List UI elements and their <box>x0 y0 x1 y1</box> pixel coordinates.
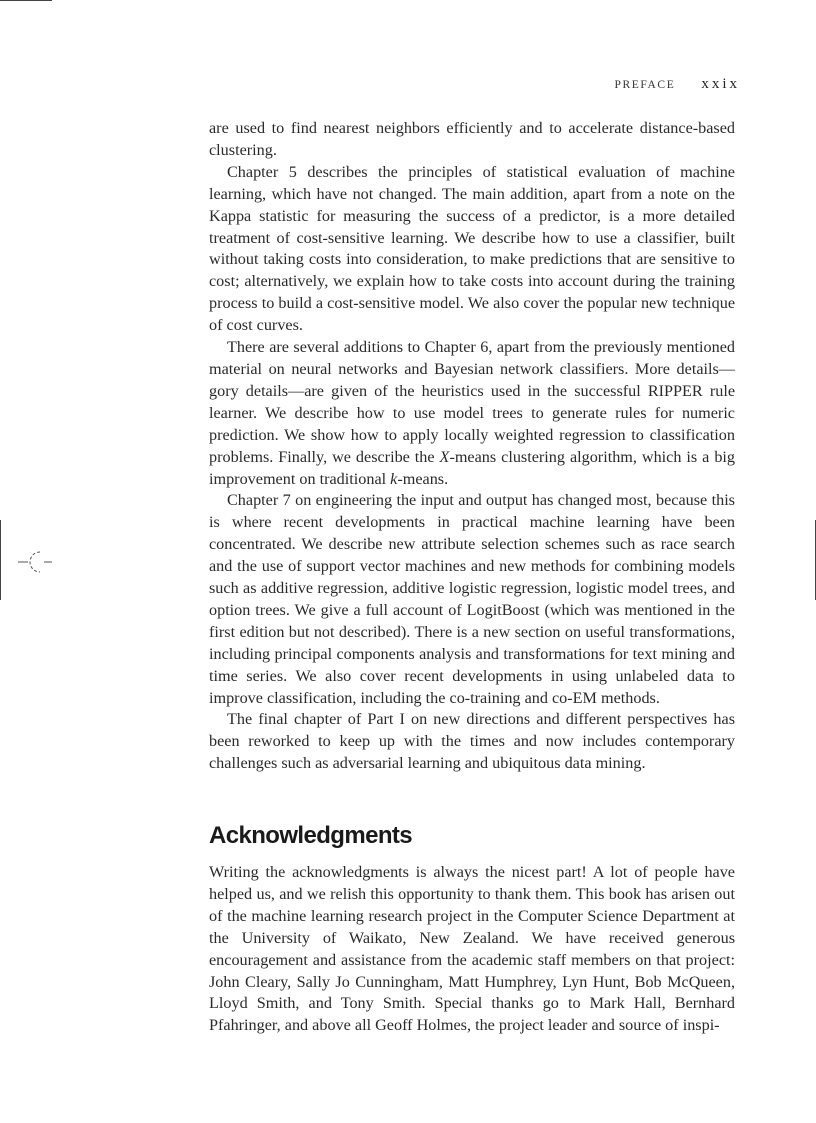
paragraph-continued: are used to find nearest neighbors efficiently and to accelerate distance-based clustering. <box>209 119 735 159</box>
crop-line-left <box>0 520 1 600</box>
crop-line-top <box>0 0 52 1</box>
paragraph-acknowledgments: Writing the acknowledgments is always the nicest part! A lot of people have helped us, and we relish this opportunity to thank them. This book has arisen out of the machine learning research project in the Computer Science Department at the University of Waikato, New Zealand. We have received generous encouragement and assistance from the academic staff members on that project: John Cleary, Sally Jo Cunningham, Matt Humphrey, Lyn Hunt, Bob McQueen, Lloyd Smith, and Tony Smith. Special thanks go to Mark Hall, Bernhard Pfahringer, and above all Geoff Holmes, the project leader and source of inspi- <box>209 863 735 1035</box>
paragraph-final-chapter: The final chapter of Part I on new directions and different perspectives has been reworked to keep up with the times and now includes contemporary challenges such as adversarial learning and ubiquitous data mining. <box>209 710 735 773</box>
paragraph-chapter-6-text-b: -means clustering algorithm, which is a big improvement on traditional <box>209 447 735 488</box>
paragraph-chapter-6-text-a: There are several additions to Chapter 6, apart from the previously mentioned material on neural networks and Bayesian network classifiers. More details—gory details—are given of the heuristics used in the successful RIPPER rule learner. We describe how to use model trees to generate rules for numeric prediction. We show how to apply locally weighted regression to classification problems. Finally, we describe the <box>209 338 735 466</box>
running-head-section: PREFACE <box>614 79 676 91</box>
acknowledgments-text <box>209 862 735 1037</box>
x-means-italic: X <box>439 447 450 466</box>
paragraph-chapter-6-text-c: -means. <box>397 469 449 488</box>
paragraph-chapter-7: Chapter 7 on engineering the input and output has changed most, because this is where recent developments in practical machine learning have been concentrated. We describe new attribute selection schemes such as race search and the use of support vector machines and new methods for combining models such as additive regression, additive logistic regression, logistic model trees, and option trees. We give a full account of LogitBoost (which was mentioned in the first edition but not described). There is a new section on useful transformations, including principal components analysis and transformations for text mining and time series. We also cover recent developments in using unlabeled data to improve classification, including the co-training and co-EM methods. <box>209 491 735 707</box>
paragraph-chapter-6 <box>209 337 735 490</box>
running-head <box>560 76 740 96</box>
page-number: xxix <box>701 76 740 92</box>
registration-mark-icon <box>16 548 56 578</box>
k-means-italic: k <box>390 469 398 488</box>
paragraph-chapter-5: Chapter 5 describes the principles of statistical evaluation of machine learning, which have not changed. The main addition, apart from a note on the Kappa statistic for measuring the success of a predictor, is a more detailed treatment of cost-sensitive learning. We describe how to use a classifier, built without taking costs into consideration, to make predictions that are sensitive to cost; alternatively, we explain how to take costs into account during the training process to build a cost-sensitive model. We also cover the popular new technique of cost curves. <box>209 162 735 335</box>
body-text <box>209 118 735 775</box>
section-heading-acknowledgments: Acknowledgments <box>209 822 413 849</box>
